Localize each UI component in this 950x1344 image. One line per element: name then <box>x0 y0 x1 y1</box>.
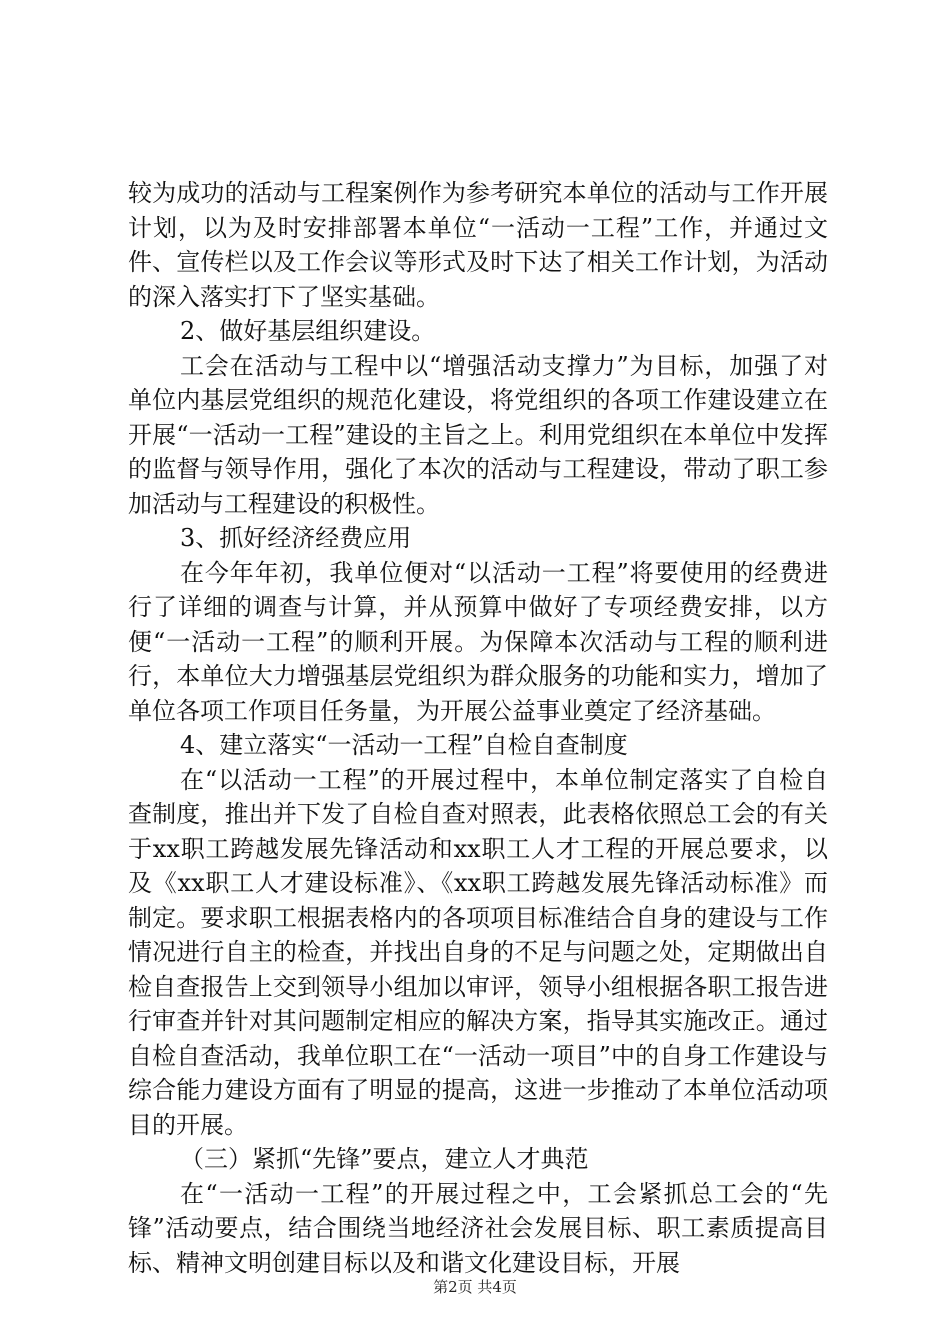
paragraph: 在“以活动一工程”的开展过程中，本单位制定落实了自检自查制度，推出并下发了自检自查对照表，此表格依照总工会的有关于xx职工跨越发展先锋活动和xx职工人才工程的开展总要求，以及《xx职工人才建设标准》、《xx职工跨越发展先锋活动标准》而制定。要求职工根据表格内的各项项目标准结合自身的建设与工作情况进行自主的检查，并找出自身的不足与问题之处，定期做出自检自查报告上交到领导小组加以审评，领导小组根据各职工报告进行审查并针对其问题制定相应的解决方案，指导其实施改正。通过自检自查活动，我单位职工在“一活动一项目”中的自身工作建设与综合能力建设方面有了明显的提高，这进一步推动了本单位活动项目的开展。 <box>128 765 828 1139</box>
section-heading: 3、抓好经济经费应用 <box>180 524 412 552</box>
paragraph: 工会在活动与工程中以“增强活动支撑力”为目标，加强了对单位内基层党组织的规范化建设，将党组织的各项工作建设建立在开展“一活动一工程”建设的主旨之上。利用党组织在本单位中发挥的监督与领导作用，强化了本次的活动与工程建设，带动了职工参加活动与工程建设的积极性。 <box>128 351 828 518</box>
page-number-footer: 第2页 共4页 <box>433 1278 517 1296</box>
document-body <box>128 176 828 1280</box>
paragraph: 较为成功的活动与工程案例作为参考研究本单位的活动与工作开展计划，以为及时安排部署本单位“一活动一工程”工作，并通过文件、宣传栏以及工作会议等形式及时下达了相关工作计划，为活动的深入落实打下了坚实基础。 <box>128 179 828 311</box>
paragraph: 在今年年初，我单位便对“以活动一工程”将要使用的经费进行了详细的调查与计算，并从预算中做好了专项经费安排，以方便“一活动一工程”的顺利开展。为保障本次活动与工程的顺利进行，本单位大力增强基层党组织为群众服务的功能和实力，增加了单位各项工作项目任务量，为开展公益事业奠定了经济基础。 <box>128 558 828 725</box>
section-heading: （三）紧抓“先锋”要点，建立人才典范 <box>180 1145 589 1173</box>
paragraph: 在“一活动一工程”的开展过程之中，工会紧抓总工会的“先锋”活动要点，结合围绕当地经济社会发展目标、职工素质提高目标、精神文明创建目标以及和谐文化建设目标，开展 <box>128 1179 828 1277</box>
section-heading: 4、建立落实“一活动一工程”自检自查制度 <box>180 731 628 759</box>
section-heading: 2、做好基层组织建设。 <box>180 317 436 345</box>
